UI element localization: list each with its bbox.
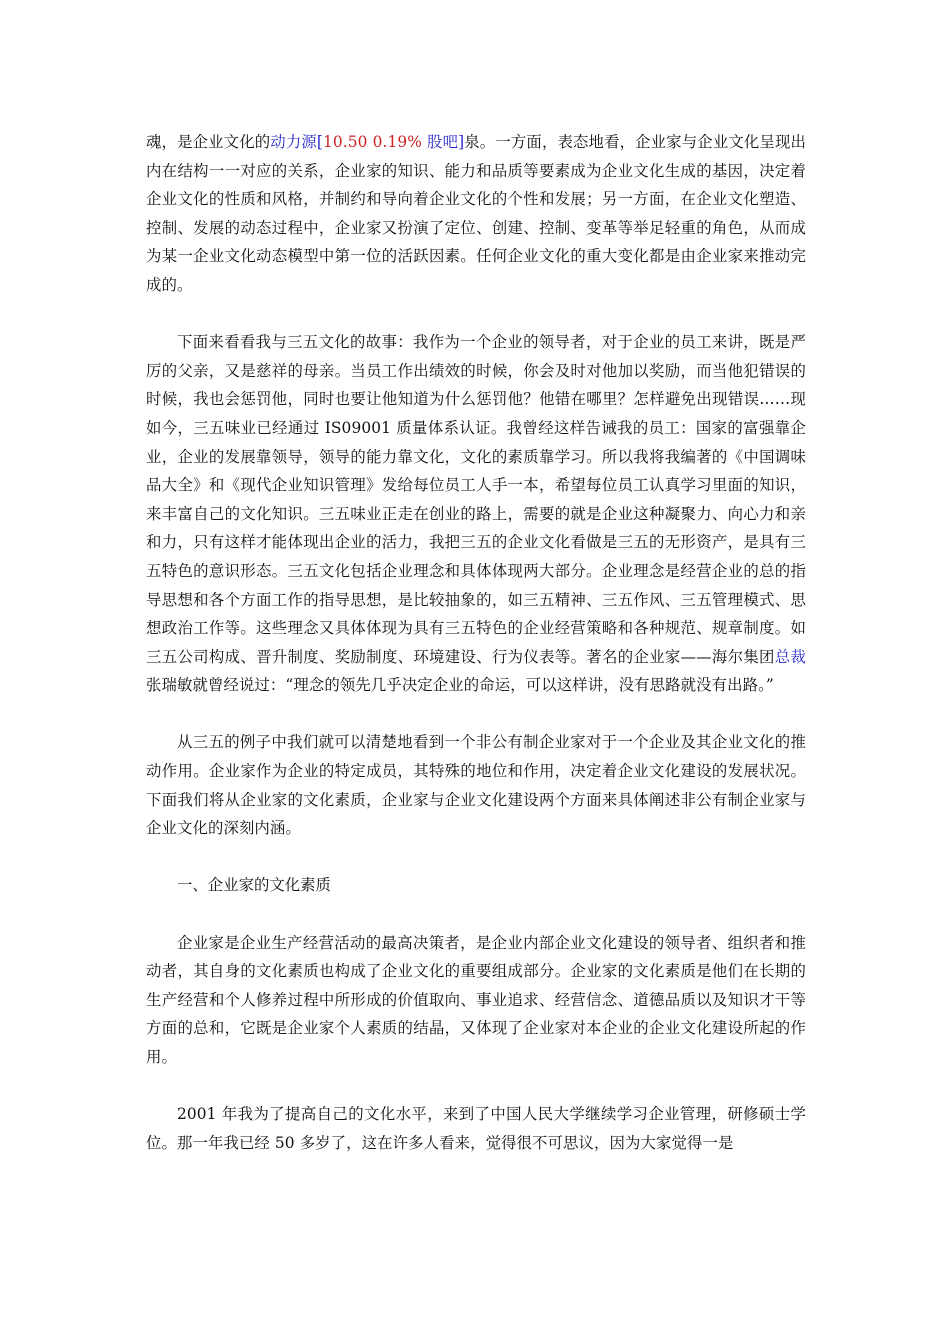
stock-quote[interactable]: 10.50 0.19% (323, 133, 422, 151)
stock-bracket-open[interactable]: [ (316, 133, 323, 151)
section-heading: 一、企业家的文化素质 (177, 876, 331, 895)
paragraph-3: 从三五的例子中我们就可以清楚地看到一个非公有制企业家对于一个企业及其企业文化的推动作用。企业家作为企业的特定成员，其特殊的地位和作用，决定着企业文化建设的发展状况。下面我们将从企业家的文化素质，企业家与企业文化建设两个方面来具体阐述非公有制企业家与企业文化的深刻内涵。 (146, 733, 806, 838)
paragraph-1 (146, 128, 806, 300)
stock-forum-link[interactable]: 股吧] (422, 133, 465, 151)
paragraph-5: 2001 年我为了提高自己的文化水平，来到了中国人民大学继续学习企业管理，研修硕士学位。那一年我已经 50 多岁了，这在许多人看来，觉得很不可思议，因为大家觉得一是 (146, 1105, 806, 1152)
ceo-link[interactable]: 总裁 (774, 647, 806, 666)
p1-text-1: 魂，是企业文化的 (146, 133, 271, 151)
power-source-link[interactable]: 动力源 (270, 133, 317, 151)
p2-text-1: 下面来看看我与三五文化的故事：我作为一个企业的领导者，对于企业的员工来讲，既是严厉的父亲，又是慈祥的母亲。当员工作出绩效的时候，你会及时对他加以奖励，而当他犯错误的时候，我也会惩罚他，同时也要让他知道为什么惩罚他？他错在哪里？怎样避免出现错误……现如今，三五味业已经通过 IS09001 质量体系认证。我曾经这样告诫我的员工：国家的富强靠企业，企业的发展靠领导，领导的能力靠文化，文化的素质靠学习。所以我将我编著的《中国调味品大全》和《现代企业知识管理》发给每位员工人手一本，希望每位员工认真学习里面的知识，来丰富自己的文化知识。三五味业正走在创业的路上，需要的就是企业这种凝聚力、向心力和亲和力，只有这样才能体现出企业的活力，我把三五的企业文化看做是三五的无形资产，是具有三五特色的意识形态。三五文化包括企业理念和具体体现两大部分。企业理念是经营企业的总的指导思想和各个方面工作的指导思想，是比较抽象的，如三五精神、三五作风、三五管理模式、思想政治工作等。这些理念又具体体现为具有三五特色的企业经营策略和各种规范、规章制度。如三五公司构成、晋升制度、奖励制度、环境建设、行为仪表等。著名的企业家——海尔集团 (146, 333, 806, 666)
document-page (146, 128, 806, 1186)
p1-text-2: 泉。一方面，表态地看，企业家与企业文化呈现出内在结构一一对应的关系，企业家的知识、能力和品质等要素成为企业文化生成的基因，决定着企业文化的性质和风格，并制约和导向着企业文化的个性和发展；另一方面，在企业文化塑造、控制、发展的动态过程中，企业家又扮演了定位、创建、控制、变革等举足轻重的角色，从而成为某一企业文化动态模型中第一位的活跃因素。任何企业文化的重大变化都是由企业家来推动完成的。 (146, 133, 806, 294)
paragraph-2 (146, 328, 806, 700)
paragraph-4: 企业家是企业生产经营活动的最高决策者，是企业内部企业文化建设的领导者、组织者和推动者，其自身的文化素质也构成了企业文化的重要组成部分。企业家的文化素质是他们在长期的生产经营和个人修养过程中所形成的价值取向、事业追求、经营信念、道德品质以及知识才干等方面的总和，它既是企业家个人素质的结晶，又体现了企业家对本企业的企业文化建设所起的作用。 (146, 933, 806, 1066)
p2-text-2: 张瑞敏就曾经说过：“理念的领先几乎决定企业的命运，可以这样讲，没有思路就没有出路。” (146, 676, 774, 695)
